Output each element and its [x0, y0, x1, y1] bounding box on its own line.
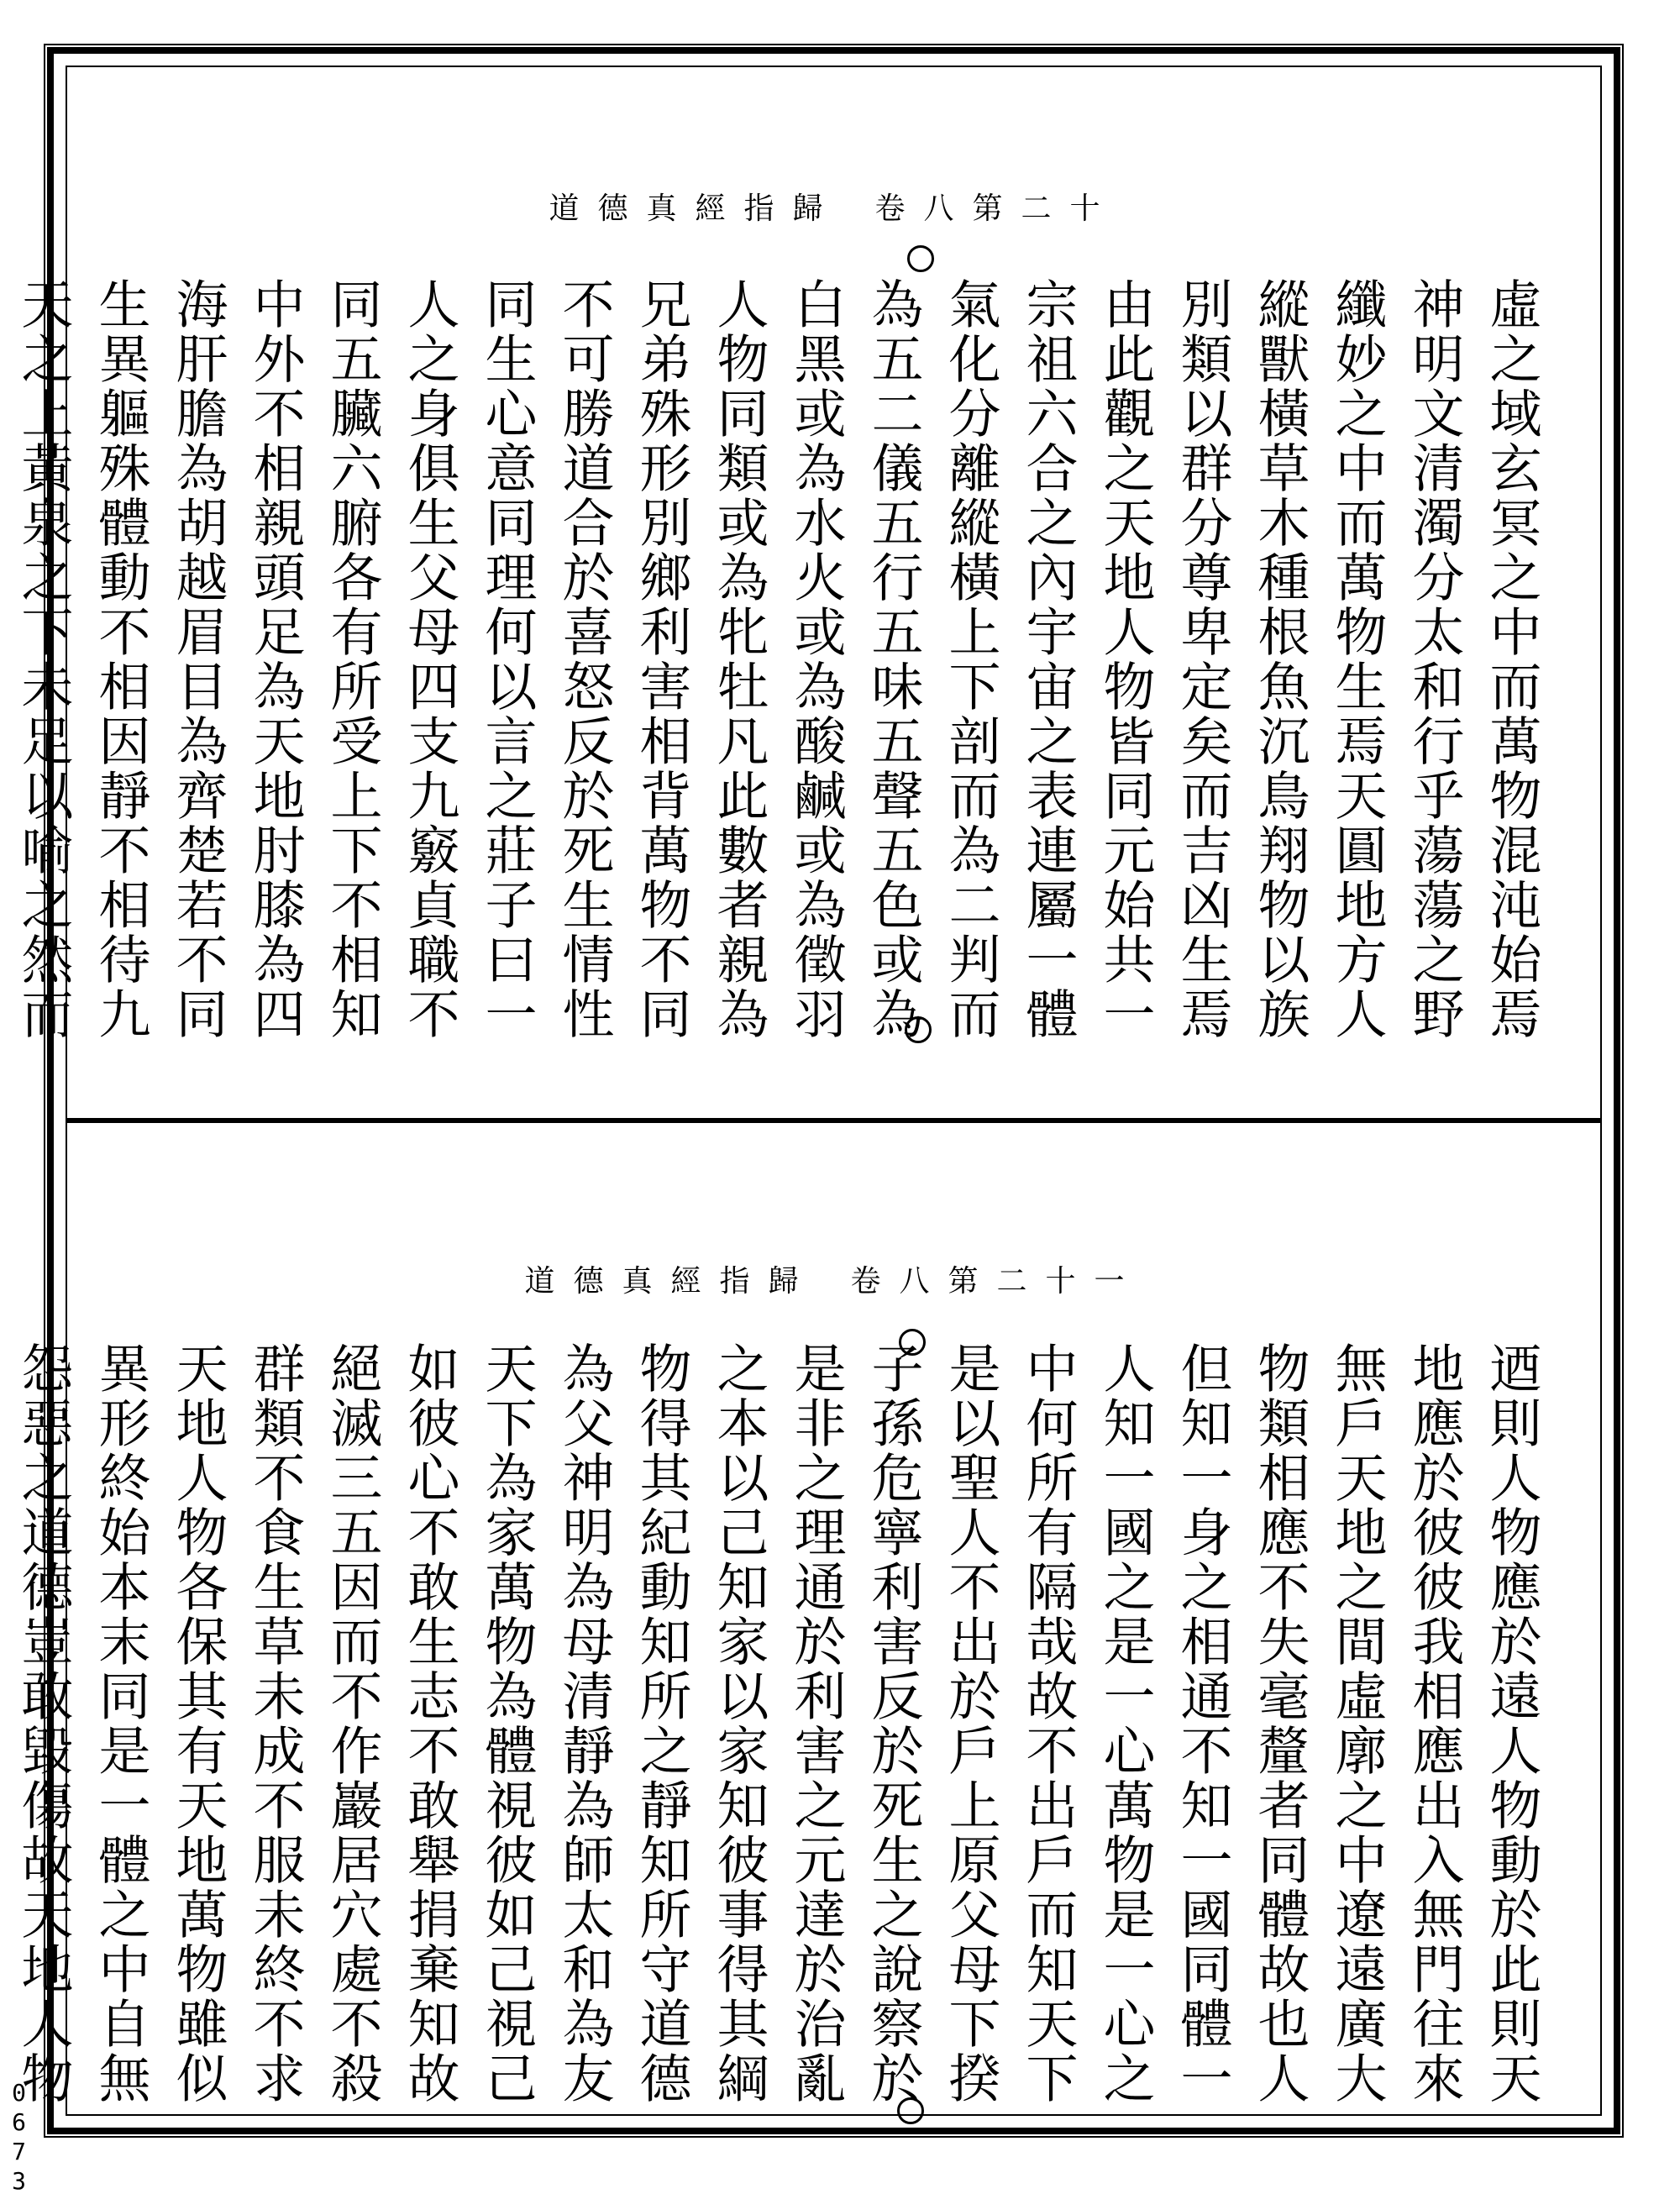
page-frame [13, 47, 1620, 2134]
top-header [67, 185, 1600, 228]
bottom-body-text [13, 1341, 1550, 2123]
circle-mark [907, 245, 934, 272]
bottom-header-volume: 卷八第二十一 [850, 1264, 1143, 1299]
bottom-panel [13, 1123, 1600, 2114]
top-body-paragraph: 虛之域玄冥之中而萬物混沌始焉神明文清濁分太和行乎蕩蕩之野纖妙之中而萬物生焉天圓地方人縱獸橫草木種根魚沉鳥翔物以族別類以群分尊卑定矣而吉凶生焉由此觀之天地人物皆同元始共一宗祖六合之內宇宙之表連屬一體氣化分離縱橫上下剖而為二判而為五二儀五行五味五聲五色或為白黑或為水火或為酸鹹或為徵羽人物同類或為牝牡凡此數者親為兄弟殊形別鄉利害相背萬物不同不可勝道合於喜怒反於死生情性同生心意同理何以言之莊子曰一人之身俱生父母四支九竅貞職不同五臟六腑各有所受上下不相知中外不相親頭足為天地肘膝為四海肝膽為胡越眉目為齊楚若不同生異軀殊體動不相因靜不相待九天之上黃泉之下未足以喻之然而 [13, 277, 1542, 1042]
top-header-title: 道德真經指歸 [549, 192, 842, 226]
page-number: 0673 [5, 2079, 33, 2196]
top-header-volume: 卷八第二十 [874, 192, 1119, 226]
top-body-text [13, 277, 1550, 1058]
bottom-header-title: 道德真經指歸 [524, 1264, 817, 1299]
top-panel [13, 67, 1600, 1118]
bottom-header [67, 1257, 1600, 1300]
page-inner-border [13, 66, 1602, 2116]
bottom-body-paragraph: 迺則人物應於遠人物動於此則天地應於彼彼我相應出入無門往來無戶天地之間虛廓之中遼遠廣大物類相應不失毫釐者同體故也人但知一身之相通不知一國同體一人知一國之是一心萬物是一心之中何所有隔哉故不出戶而知天下是以聖人不出於戶上原父母下揆子孫危寧利害反於死生之說察於是非之理通於利害之元達於治亂之本以己知家以家知彼事得其綱物得其紀動知所之靜知所守道德為父神明為母清靜為師太和為友天下為家萬物為體視彼如己視己如彼心不敢生志不敢舉捐棄知故絕滅三五因而不作巖居穴處不殺群類不食生草未成不服未終不求天地人物各保其有天地萬物雖似異形終始本末同是一體之中自無怨惡之道德豈敢毀傷故天地人物 [13, 1341, 1542, 2106]
